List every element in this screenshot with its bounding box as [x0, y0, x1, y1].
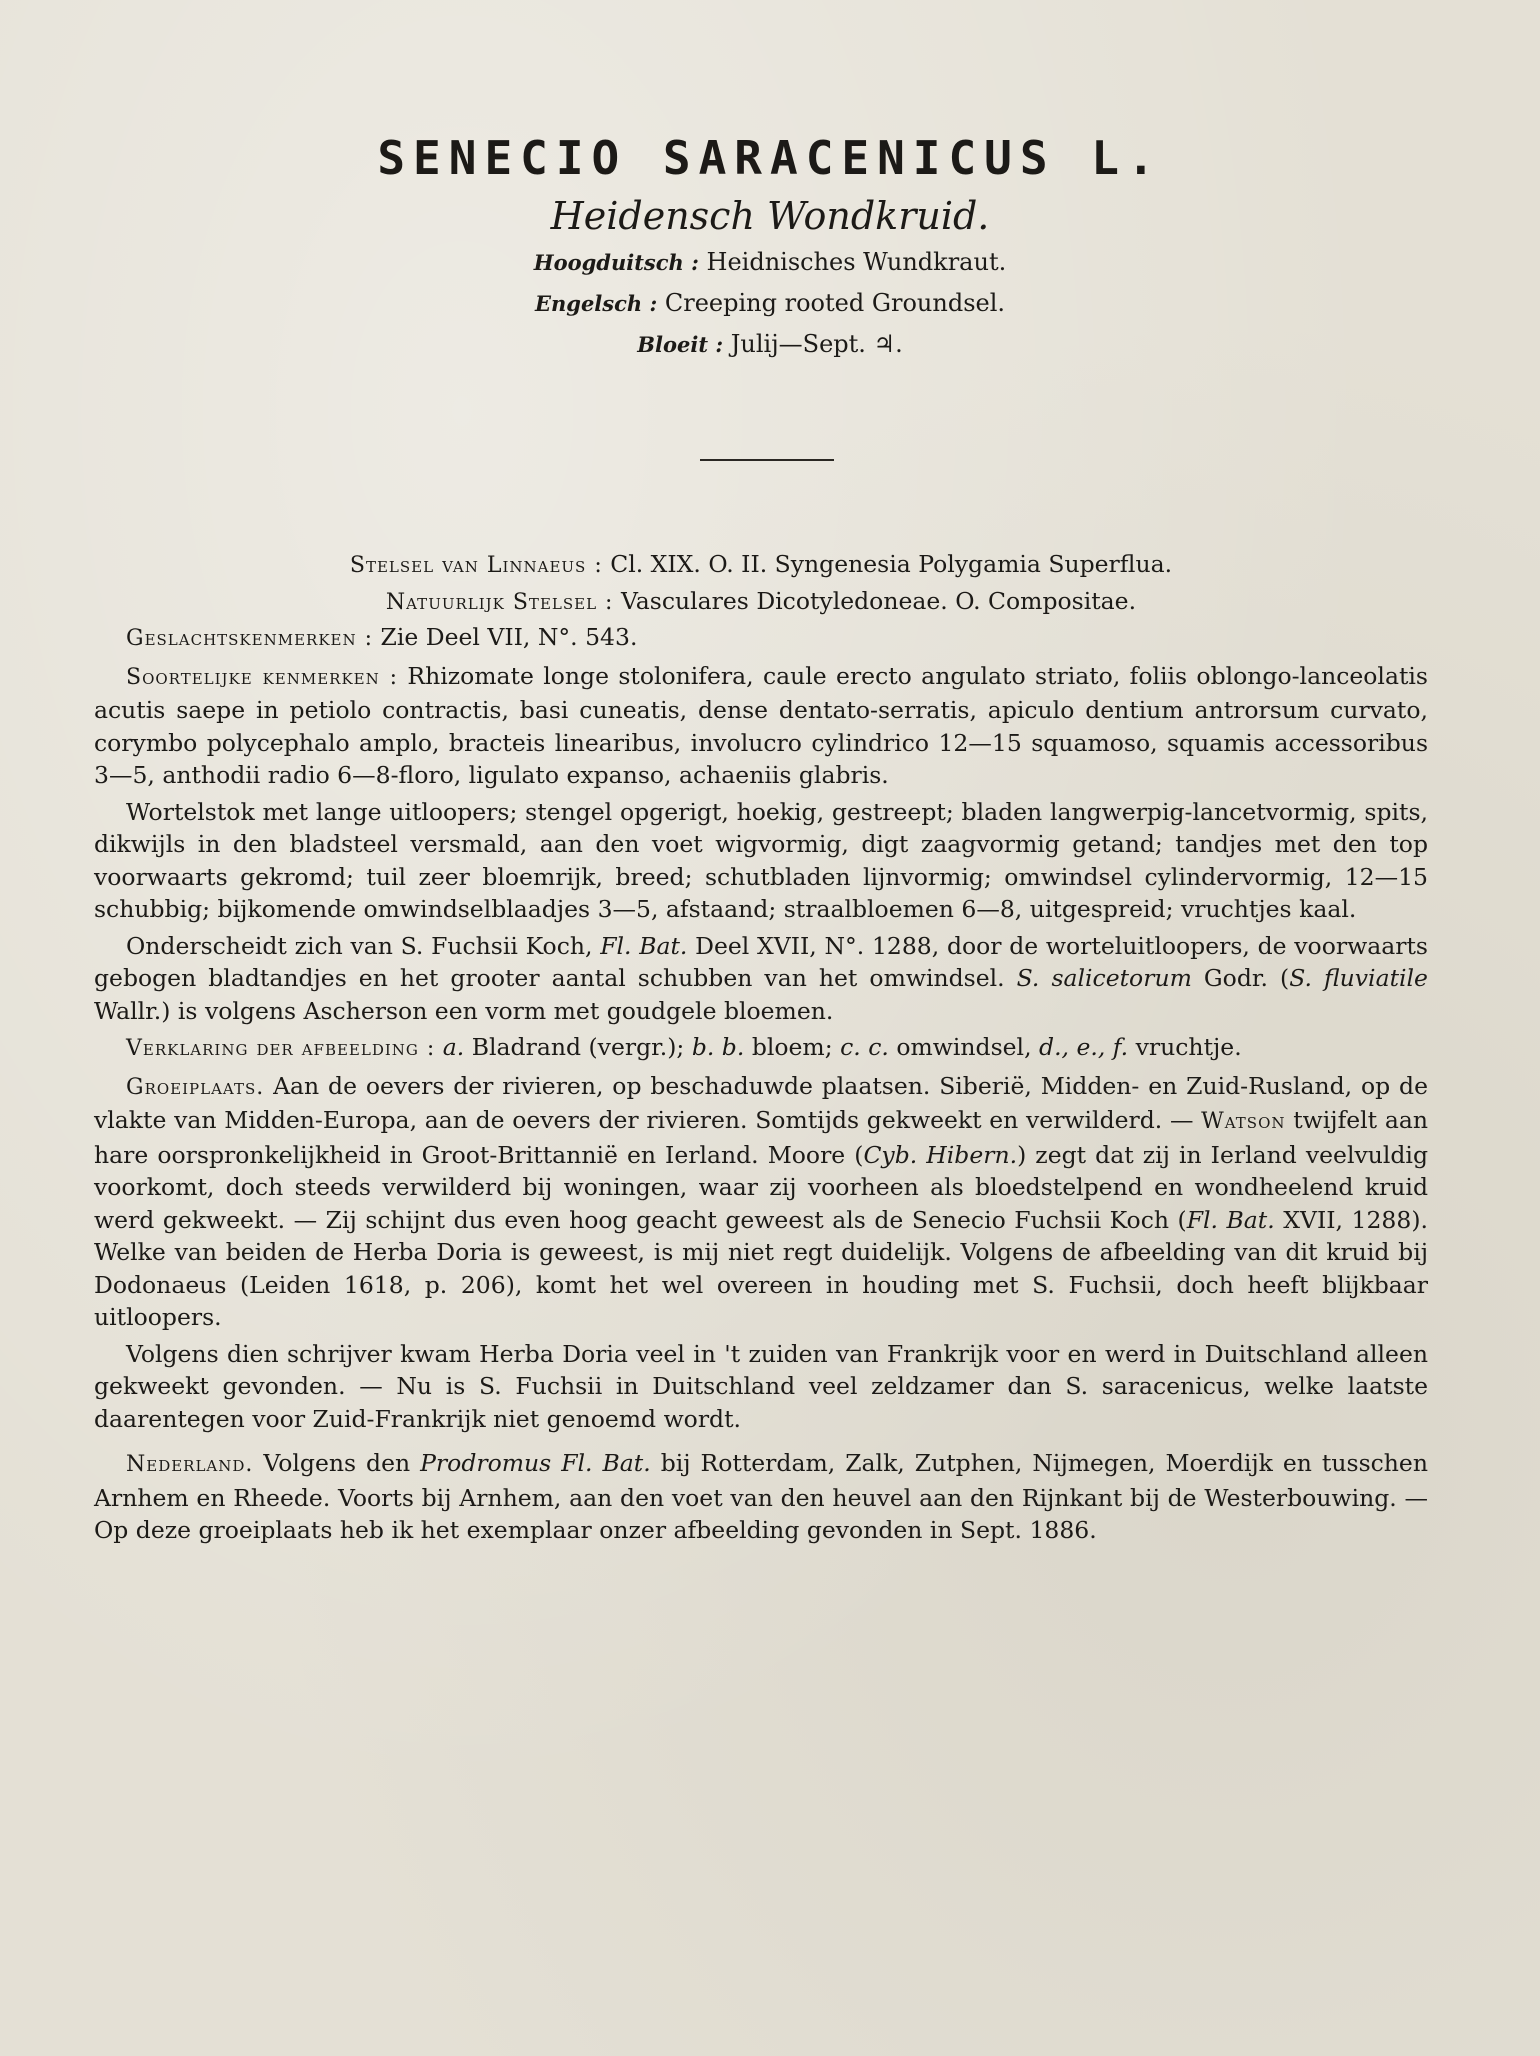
habitat-text-1: Aan de oevers der rivieren, op beschaduwde plaatsen. Siberië, Midden- en Zuid-Rusland, op de vlakte van Midden-Europa, aan de oevers der rivieren. Somtijds gekweekt en verwilderd. — — [94, 1071, 1428, 1134]
german-label: Hoogduitsch : — [533, 250, 699, 275]
distinction-text-4: Wallr.) is volgens Ascherson een vorm met goudgele bloemen. — [94, 996, 834, 1025]
header — [0, 128, 1540, 365]
divider — [700, 459, 834, 461]
natural-system — [94, 585, 1428, 620]
figure-a: a. — [442, 1033, 465, 1061]
netherlands-paragraph — [94, 1447, 1428, 1547]
habitat-label: Groeiplaats. — [126, 1074, 265, 1100]
distinction-text-1: Onderscheidt zich van S. Fuchsii Koch, — [126, 931, 593, 960]
bloom-value: Julij—Sept. ♃. — [730, 330, 903, 358]
distinction-paragraph — [94, 930, 1428, 1028]
main-text — [94, 548, 1428, 1551]
distinction-text-2: Deel XVII, N°. 1288, door de worteluitloopers, de voorwaarts gebogen bladtandjes en het grooter aantal schubben van het omwindsel. — [94, 931, 1428, 992]
habitat-ref-fl: Fl. Bat. — [1186, 1205, 1275, 1234]
figure-d-text: vruchtje. — [1135, 1033, 1242, 1061]
german-name-line — [0, 242, 1540, 283]
figure-b: b. b. — [691, 1033, 745, 1061]
habitat-text-2: twijfelt aan hare oorspronkelijkheid in Groot-Brittannië en Ierland. Moore ( — [94, 1106, 1428, 1169]
figure-label: Verklaring der afbeelding : — [126, 1036, 436, 1061]
habitat-text-4: XVII, 1288). Welke van beiden de Herba Doria is geweest, is mij niet regt duidelijk. Volgens de afbeelding van dit kruid bij Dodonaeus (Leiden 1618, p. 206), komt het wel overeen in houding met S. Fuchsii, doch heeft blijkbaar uitloopers. — [94, 1205, 1428, 1331]
species-latin-text: Rhizomate longe stolonifera, caule erecto angulato striato, foliis oblongo-lanceolatis acutis saepe in petiolo contractis, basi cuneatis, dense dentato-serratis, apiculo dentium antrorsum curvato, corymbo polycephalo amplo, bracteis linearibus, involucro cylindrico 12—15 squamoso, squamis accessoribus 3—5, anthodii radio 6—8-floro, ligulato expanso, achaeniis glabris. — [94, 661, 1428, 789]
genus-characteristics — [94, 621, 1428, 656]
natural-value: Vasculares Dicotyledoneae. O. Compositae. — [620, 586, 1137, 615]
netherlands-text-2: bij Rotterdam, Zalk, Zutphen, Nijmegen, Moerdijk en tusschen Arnhem en Rheede. Voorts bij Arnhem, aan den voet van den heuvel aan den Rijnkant bij de Westerbouwing. — Op deze groeiplaats heb ik het exemplaar onzer afbeelding gevonden in Sept. 1886. — [94, 1449, 1428, 1544]
linnaeus-label: Stelsel van Linnaeus : — [349, 553, 603, 578]
distinction-species-2: S. fluviatile — [1289, 964, 1428, 992]
english-name-line — [0, 283, 1540, 324]
figure-b-text: bloem; — [751, 1033, 833, 1061]
spacer — [94, 1439, 1428, 1447]
figure-explanation — [94, 1031, 1428, 1066]
habitat-watson: Watson — [1201, 1109, 1286, 1134]
netherlands-text-1: Volgens den — [263, 1449, 411, 1477]
linnaeus-value: Cl. XIX. O. II. Syngenesia Polygamia Superflua. — [610, 550, 1173, 578]
netherlands-ref: Prodromus Fl. Bat. — [420, 1449, 651, 1477]
distinction-species-1: S. salicetorum — [1016, 964, 1192, 992]
habitat-paragraph — [94, 1070, 1428, 1334]
species-latin-paragraph — [94, 660, 1428, 792]
page-title: SENECIO SARACENICUS L. — [377, 131, 1163, 185]
bloom-line — [0, 324, 1540, 365]
english-name: Creeping rooted Groundsel. — [664, 289, 1006, 317]
species-dutch-paragraph: Wortelstok met lange uitloopers; stengel opgerigt, hoekig, gestreept; bladen langwerpig-lancetvormig, spits, dikwijls in den bladsteel versmald, aan den voet wigvormig, digt zaagvormig getand; tandjes met den top voorwaarts gekromd; tuil zeer bloemrijk, breed; schutbladen lijnvormig; omwindsel cylindervormig, 12—15 schubbig; bijkomende omwindselblaadjes 3—5, afstaand; straalbloemen 6—8, uitgespreid; vruchtjes kaal. — [94, 797, 1428, 923]
dutch-name: Heidensch Wondkruid. — [550, 194, 990, 238]
english-label: Engelsch : — [534, 291, 658, 316]
species-label: Soortelijke kenmerken : — [126, 664, 399, 690]
distinction-ref: Fl. Bat. — [600, 931, 688, 960]
bloom-label: Bloeit : — [637, 332, 724, 357]
figure-c: c. c. — [840, 1033, 889, 1061]
natural-label: Natuurlijk Stelsel : — [385, 589, 614, 615]
habitat-text-3: ) zegt dat zij in Ierland veelvuldig voorkomt, doch steeds verwilderd bij woningen, waar zij voorheen als bloedstelpend en wondheelend kruid werd gekweekt. — Zij schijnt dus even hoog geacht geweest als de Senecio Fuchsii Koch ( — [94, 1140, 1428, 1234]
distinction-text-3: Godr. ( — [1203, 964, 1290, 992]
habitat-ref-cyb: Cyb. Hibern. — [863, 1140, 1018, 1169]
netherlands-label: Nederland. — [126, 1452, 254, 1477]
linnaeus-system — [94, 548, 1428, 583]
figure-c-text: omwindsel, — [896, 1033, 1032, 1061]
genus-value: Zie Deel VII, N°. 543. — [380, 623, 638, 651]
figure-a-text: Bladrand (vergr.); — [471, 1033, 685, 1061]
german-name: Heidnisches Wundkraut. — [706, 248, 1007, 276]
genus-label: Geslachtskenmerken : — [126, 626, 374, 651]
doria-paragraph: Volgens dien schrijver kwam Herba Doria veel in 't zuiden van Frankrijk voor en werd in Duitschland alleen gekweekt gevonden. — Nu is S. Fuchsii in Duitschland veel zeldzamer dan S. saracenicus, welke laatste daarentegen voor Zuid-Frankrijk niet genoemd wordt. — [94, 1339, 1428, 1433]
figure-d: d., e., f. — [1039, 1033, 1129, 1061]
